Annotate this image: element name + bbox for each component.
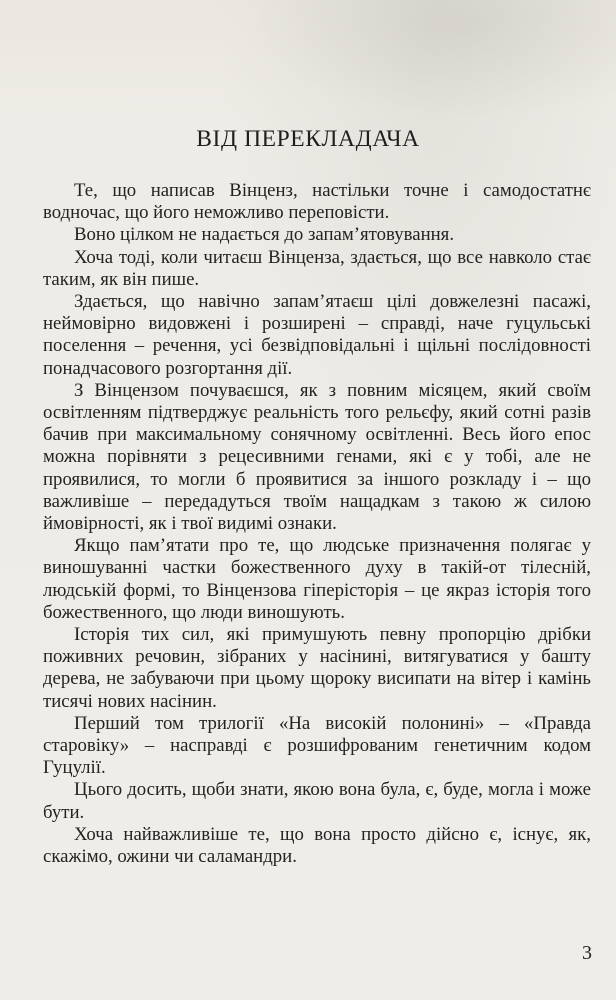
paragraph: Те, що написав Вінценз, настільки точне і самодостатнє водночас, що його неможливо переповісти. bbox=[43, 180, 591, 224]
paragraph: Здається, що навічно запам’ятаєш цілі довжелезні пасажі, неймовірно видовжені і розширені – справді, наче гуцульські поселення – речення, усі безвідповідальні і щільні послідовності понадчасового розгортання дії. bbox=[43, 291, 591, 379]
paragraph: Воно цілком не надається до запам’ятовування. bbox=[74, 224, 455, 246]
paragraph: Історія тих сил, які примушують певну пропорцію дрібки поживних речовин, зібраних у насінині, витягуватися у башту дерева, не забуваючи при цьому щороку висипати на вітер і камінь тисячі нових насінин. bbox=[43, 624, 591, 712]
paragraph: Хоча найважливіше те, що вона просто дійсно є, існує, як, скажімо, ожини чи саламандри. bbox=[43, 823, 591, 868]
print-bleed-shadow bbox=[250, 0, 616, 120]
chapter-title: ВІД ПЕРЕКЛАДАЧА bbox=[196, 126, 420, 152]
paragraph: Перший том трилогії «На високій полонині» – «Правда старовіку» – насправді є розшифрованим генетичним кодом Гуцулії. bbox=[43, 712, 591, 779]
paragraph: Хоча тоді, коли читаєш Вінценза, здається, що все навколо стає таким, як він пише. bbox=[43, 246, 591, 290]
paragraph: Цього досить, щоби знати, якою вона була, є, буде, могла і може бути. bbox=[43, 779, 591, 823]
paragraph: Якщо пам’ятати про те, що людське призначення полягає у виношуванні частки божественного духу в такій-от тілесній, людській формі, то Вінцензова гіперісторія – це якраз історія того божественного, що люди виношують. bbox=[43, 535, 591, 623]
body-text bbox=[43, 180, 591, 868]
page-number: 3 bbox=[582, 942, 592, 964]
paragraph: З Вінцензом почуваєшся, як з повним місяцем, який своїм освітленням підтверджує реальність того рельєфу, який сотні разів бачив при максимальному сонячному освітленні. Весь його епос можна порівняти з рецесивними генами, які є у тобі, але не проявилися, то могли б проявитися за іншого розкладу і – що важливіше – передадуться твоїм нащадкам з такою ж силою ймовірності, як і твої видимі ознаки. bbox=[43, 379, 591, 535]
